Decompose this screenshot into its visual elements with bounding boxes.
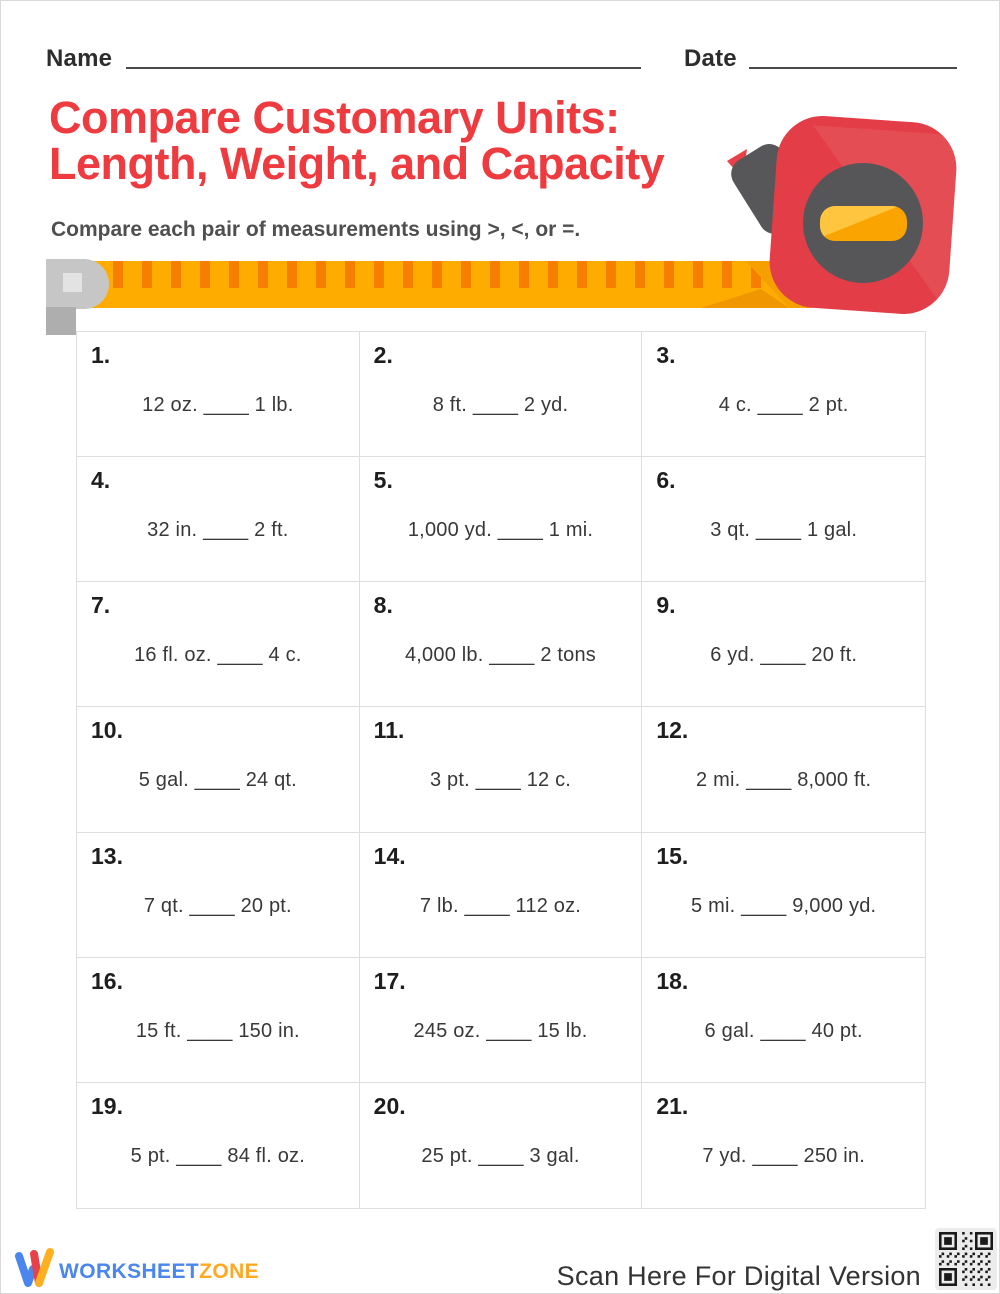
answer-blank[interactable]: ____	[741, 894, 787, 917]
problem-left-measure: 3 pt.	[429, 769, 470, 792]
tape-slot	[820, 206, 907, 241]
problem-right-measure: 250 in.	[803, 1144, 865, 1167]
answer-blank[interactable]: ____	[217, 644, 263, 667]
problem-number: 2.	[373, 342, 393, 368]
problem-right-measure: 40 pt.	[811, 1019, 863, 1042]
problem-cell	[360, 707, 643, 832]
problem-left-measure: 7 qt.	[143, 894, 184, 917]
problem-left-measure: 15 ft.	[135, 1019, 182, 1042]
problem-left-measure: 245 oz.	[413, 1019, 481, 1042]
problem-left-measure: 6 gal.	[704, 1019, 755, 1042]
problem-cell	[642, 332, 925, 457]
problem-cell	[77, 707, 360, 832]
problem-left-measure: 3 qt.	[710, 519, 751, 542]
problem-statement	[374, 769, 628, 792]
worksheetzone-logo-icon	[15, 1244, 55, 1290]
tape-band-ticks	[113, 261, 761, 288]
problem-right-measure: 12 c.	[526, 769, 572, 792]
qr-code-icon	[939, 1232, 993, 1286]
problem-cell	[77, 1083, 360, 1208]
problem-number: 7.	[91, 592, 111, 619]
answer-blank[interactable]: ____	[475, 769, 521, 792]
instruction-text: Compare each pair of measurements using >, <, or =.	[51, 218, 581, 241]
answer-blank[interactable]: ____	[472, 394, 519, 416]
problem-right-measure: 20 pt.	[240, 894, 292, 917]
date-label: Date	[684, 45, 737, 72]
problem-statement	[374, 394, 628, 417]
problem-right-measure: 20 ft.	[811, 644, 858, 667]
problem-statement	[91, 895, 345, 918]
problem-cell	[360, 582, 643, 707]
problem-statement	[91, 519, 345, 542]
problem-right-measure: 1 mi.	[548, 519, 594, 542]
problem-cell	[360, 833, 643, 958]
problem-left-measure: 8 ft.	[432, 394, 468, 416]
date-input-line[interactable]	[749, 67, 957, 69]
problem-number: 6.	[656, 467, 676, 494]
problem-right-measure: 4 c.	[268, 644, 302, 667]
answer-blank[interactable]: ____	[187, 1019, 233, 1042]
problem-statement	[374, 644, 628, 667]
problem-cell	[77, 332, 360, 457]
problem-right-measure: 1 gal.	[806, 519, 858, 542]
problem-cell	[77, 457, 360, 582]
problem-statement	[374, 1145, 628, 1168]
problem-cell	[360, 332, 643, 457]
problem-left-measure: 4,000 lb.	[404, 644, 484, 667]
problem-statement	[656, 769, 911, 792]
problem-cell	[642, 707, 925, 832]
problem-statement	[91, 644, 345, 667]
scan-here-text: Scan Here For Digital Version	[556, 1261, 921, 1291]
answer-blank[interactable]: ____	[489, 644, 535, 667]
qr-code	[935, 1228, 997, 1290]
page-title-line2: Length, Weight, and Capacity	[49, 138, 665, 190]
answer-blank[interactable]: ____	[752, 1144, 798, 1167]
problem-number: 5.	[373, 467, 393, 494]
problem-right-measure: 2 pt.	[808, 394, 849, 416]
problem-number: 13.	[91, 842, 123, 869]
worksheetzone-logo	[15, 1244, 315, 1294]
problem-right-measure: 1 lb.	[254, 394, 294, 416]
problem-cell	[642, 457, 925, 582]
answer-blank[interactable]: ____	[497, 519, 544, 542]
problem-statement	[374, 519, 628, 542]
answer-blank[interactable]: ____	[757, 394, 803, 416]
problem-cell	[642, 1083, 925, 1208]
problem-number: 9.	[656, 592, 676, 619]
problem-left-measure: 5 gal.	[138, 769, 189, 792]
problem-statement	[656, 519, 911, 542]
problem-right-measure: 3 gal.	[529, 1144, 580, 1167]
answer-blank[interactable]: ____	[203, 394, 249, 416]
problem-right-measure: 15 lb.	[537, 1019, 588, 1042]
answer-blank[interactable]: ____	[464, 894, 510, 917]
header	[46, 45, 958, 75]
problem-cell	[642, 582, 925, 707]
problem-statement	[656, 895, 911, 918]
problem-number: 18.	[656, 967, 689, 994]
problem-number: 19.	[91, 1092, 123, 1119]
problem-left-measure: 2 mi.	[696, 769, 741, 792]
answer-blank[interactable]: ____	[760, 1019, 806, 1042]
logo-text-zone: ZONE	[199, 1260, 260, 1283]
problem-number: 8.	[373, 592, 393, 619]
problem-statement	[656, 1020, 911, 1043]
problem-number: 12.	[656, 717, 689, 744]
problem-left-measure: 6 yd.	[710, 644, 755, 667]
problem-cell	[77, 833, 360, 958]
answer-blank[interactable]: ____	[746, 769, 792, 792]
answer-blank[interactable]: ____	[760, 644, 806, 667]
problem-statement	[91, 1020, 345, 1043]
problem-right-measure: 8,000 ft.	[797, 769, 872, 792]
problem-left-measure: 5 pt.	[130, 1144, 171, 1167]
problem-number: 21.	[656, 1092, 689, 1119]
problem-number: 15.	[656, 842, 689, 869]
problem-right-measure: 150 in.	[238, 1019, 300, 1042]
problem-statement	[374, 895, 628, 918]
answer-blank[interactable]: ____	[189, 894, 235, 917]
answer-blank[interactable]: ____	[203, 519, 249, 542]
problem-left-measure: 7 lb.	[419, 894, 459, 917]
problem-cell	[642, 833, 925, 958]
problem-number: 17.	[373, 967, 406, 994]
problem-left-measure: 5 mi.	[691, 894, 736, 917]
problem-statement	[656, 394, 911, 417]
problem-right-measure: 2 tons	[540, 644, 597, 667]
problem-number: 16.	[91, 967, 123, 994]
answer-blank[interactable]: ____	[486, 1019, 532, 1042]
problem-statement	[91, 1145, 345, 1168]
answer-blank[interactable]: ____	[176, 1144, 222, 1167]
problem-statement	[656, 644, 911, 667]
problem-left-measure: 16 fl. oz.	[134, 644, 212, 667]
problem-number: 20.	[373, 1092, 406, 1119]
problem-cell	[642, 958, 925, 1083]
problem-statement	[374, 1020, 628, 1043]
page-title-line1: Compare Customary Units:	[49, 92, 620, 143]
problem-right-measure: 2 ft.	[254, 519, 289, 542]
problems-grid	[76, 331, 926, 1209]
tape-hook	[46, 259, 109, 335]
problem-number: 3.	[656, 342, 676, 368]
name-input-line[interactable]	[126, 67, 641, 69]
problem-right-measure: 112 oz.	[515, 894, 582, 917]
answer-blank[interactable]: ____	[755, 519, 802, 542]
problem-cell	[77, 582, 360, 707]
problem-cell	[77, 958, 360, 1083]
answer-blank[interactable]: ____	[478, 1144, 524, 1167]
problem-number: 4.	[91, 467, 111, 494]
problem-right-measure: 2 yd.	[523, 394, 569, 416]
logo-text-worksheet: WORKSHEET	[59, 1260, 200, 1283]
problem-statement	[656, 1145, 911, 1168]
name-label: Name	[46, 45, 113, 72]
answer-blank[interactable]: ____	[194, 769, 240, 792]
problem-number: 1.	[91, 342, 111, 368]
problem-statement	[91, 394, 345, 417]
problem-left-measure: 4 c.	[718, 394, 752, 416]
problem-left-measure: 1,000 yd.	[407, 519, 492, 542]
problem-cell	[360, 958, 643, 1083]
problem-cell	[360, 457, 643, 582]
tape-measure-illustration	[1, 101, 1000, 341]
problem-number: 11.	[373, 717, 405, 744]
problem-right-measure: 9,000 yd.	[792, 894, 877, 917]
problem-right-measure: 84 fl. oz.	[227, 1144, 305, 1167]
problem-left-measure: 32 in.	[147, 519, 198, 542]
problem-number: 10.	[91, 717, 123, 744]
problem-cell	[360, 1083, 643, 1208]
problem-statement	[91, 769, 345, 792]
problem-right-measure: 24 qt.	[245, 769, 297, 792]
problem-left-measure: 7 yd.	[702, 1144, 747, 1167]
problem-left-measure: 12 oz.	[142, 394, 198, 416]
problem-left-measure: 25 pt.	[421, 1144, 473, 1167]
problem-number: 14.	[373, 842, 406, 869]
tape-band	[59, 261, 813, 308]
